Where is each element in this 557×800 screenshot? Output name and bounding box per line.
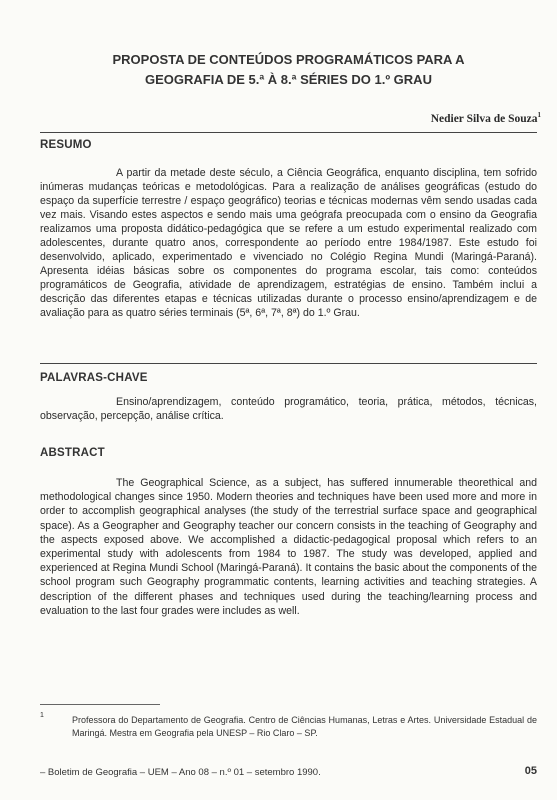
abstract-text: The Geographical Science, as a subject, has suffered innumerable theorethical and methodological changes since 1950. Modern theories and techniques have been used more and more in order to accomplish geographical analyses (the study of the terrestrial surface space and geographical space). As a Geographer and Geography teacher our concern consists in the teaching of Geography and the aspects exposed above. We accomplished a didactic-pedagogical proposal which refers to an experimental study with adolescents from 1984 to 1987. The study was developed, applied and experienced at Regina Mundi School (Maringá-Paraná). It contains the basic about the components of the school program such Geography programmatic contents, learning activities and teaching strategies. A description of the different phases and techniques used during the teaching/learning process and evaluation to the last four grades were includes as well. (40, 477, 537, 617)
page-number: 05 (524, 765, 537, 777)
title-line-1: PROPOSTA DE CONTEÚDOS PROGRAMÁTICOS PARA A (112, 52, 465, 67)
abstract-heading: ABSTRACT (40, 447, 105, 459)
author-text: Nedier Silva de Souza (430, 112, 538, 125)
footnote-text: Professora do Departamento de Geografia. Centro de Ciências Humanas, Letras e Artes. Universidade Estadual de Maringá. Mestra em Geografia pela UNESP – Rio Claro – SP. (72, 715, 537, 738)
divider-top (40, 132, 537, 133)
palavras-chave-heading: PALAVRAS-CHAVE (40, 372, 148, 384)
author-name (431, 111, 541, 125)
footnote-divider (40, 704, 160, 705)
paper-title (40, 50, 537, 90)
footnote-mark: 1 (40, 712, 44, 719)
palavras-chave-text: Ensino/aprendizagem, conteúdo programático, teoria, prática, métodos, técnicas, observação, percepção, análise crítica. (40, 396, 537, 422)
journal-citation: – Boletim de Geografia – UEM – Ano 08 – n.º 01 – setembro 1990. (40, 767, 321, 778)
title-line-2: GEOGRAFIA DE 5.ª À 8.ª SÉRIES DO 1.º GRAU (145, 72, 432, 87)
resumo-text: A partir da metade deste século, a Ciência Geográfica, enquanto disciplina, tem sofrido inúmeras mudanças teóricas e metodológicas. Para a realização de análises geográficas (estudo do espaço da superfície terrestre / espaço geográfico) teorias e técnicas modernas vêm sendo usadas cada vez mais. Visando estes aspectos e sendo mais uma geógrafa preocupada com o ensino da Geografia realizamos uma proposta didático-pedagógica que se refere a um estudo experimental realizado com adolescentes, durante quatro anos, correspondente ao período entre 1984/1987. Este estudo foi desenvolvido, aplicado, experimentado e vivenciado no Colégio Regina Mundi (Maringá-Paraná). Apresenta idéias básicas sobre os componentes do programa escolar, tais como: conteúdos programáticos de Geografia, atividade de aprendizagem, estratégias de ensino. Também inclui a descrição das diferentes etapas e técnicas utilizadas durante o processo ensino/aprendizagem e de avaliação para as quatro séries terminais (5ª, 6ª, 7ª, 8ª) do 1.º Grau. (40, 167, 537, 319)
resumo-heading: RESUMO (40, 139, 92, 151)
author-footnote-mark: 1 (537, 111, 541, 119)
divider-palavras (40, 363, 537, 364)
